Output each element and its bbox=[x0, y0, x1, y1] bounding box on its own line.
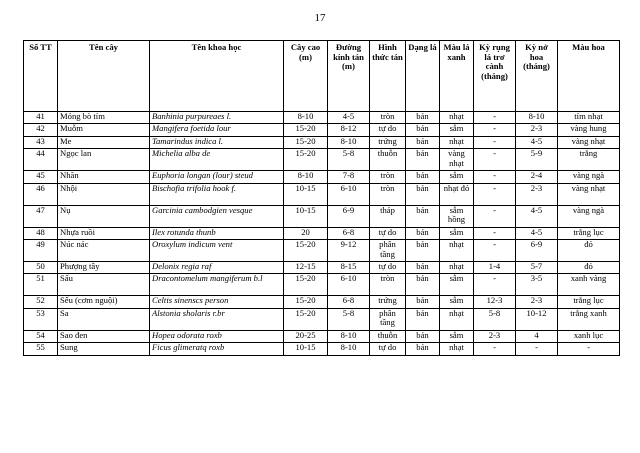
cell-crown-shape: tròn bbox=[370, 183, 406, 205]
cell-scientific-name: Bischofia trifolia hook f. bbox=[150, 183, 284, 205]
cell-scientific-name: Ilex rotunda thunb bbox=[150, 227, 284, 239]
cell-height: 15-20 bbox=[284, 136, 328, 148]
cell-name: Phượng tây bbox=[58, 261, 150, 273]
cell-leaf-type: bản bbox=[406, 171, 440, 183]
cell-leaf-color: sẫm bbox=[440, 227, 474, 239]
cell-scientific-name: Alstonia sholaris r.br bbox=[150, 308, 284, 330]
cell-crown-shape: tháp bbox=[370, 205, 406, 227]
cell-leaf-drop: 12-3 bbox=[474, 296, 516, 308]
cell-leaf-color: sẫm bbox=[440, 124, 474, 136]
cell-leaf-drop: - bbox=[474, 112, 516, 124]
cell-crown-shape: tự do bbox=[370, 124, 406, 136]
cell-leaf-color: nhạt bbox=[440, 112, 474, 124]
cell-height: 12-15 bbox=[284, 261, 328, 273]
cell-crown-diameter: 6-10 bbox=[328, 274, 370, 296]
cell-crown-shape: tròn bbox=[370, 274, 406, 296]
cell-crown-shape: tròn bbox=[370, 171, 406, 183]
cell-name: Sung bbox=[58, 343, 150, 355]
cell-leaf-type: bản bbox=[406, 227, 440, 239]
table-row bbox=[24, 205, 620, 227]
table-row bbox=[24, 171, 620, 183]
cell-crown-diameter: 6-10 bbox=[328, 183, 370, 205]
cell-leaf-drop: - bbox=[474, 239, 516, 261]
cell-crown-diameter: 6-9 bbox=[328, 205, 370, 227]
cell-name: Nụ bbox=[58, 205, 150, 227]
cell-flower-color: vàng nhạt bbox=[558, 136, 620, 148]
cell-leaf-drop: 1-4 bbox=[474, 261, 516, 273]
cell-no: 53 bbox=[24, 308, 58, 330]
header-scientific-name: Tên khoa học bbox=[150, 41, 284, 112]
cell-crown-shape: thuỗn bbox=[370, 149, 406, 171]
cell-leaf-drop: 2-3 bbox=[474, 330, 516, 342]
cell-scientific-name: Hopea odorata roxb bbox=[150, 330, 284, 342]
cell-scientific-name: Celtis sinenscs person bbox=[150, 296, 284, 308]
cell-name: Nhãn bbox=[58, 171, 150, 183]
cell-leaf-drop: 5-8 bbox=[474, 308, 516, 330]
cell-crown-diameter: 8-10 bbox=[328, 343, 370, 355]
table-row bbox=[24, 330, 620, 342]
cell-scientific-name: Tamarindus indica l. bbox=[150, 136, 284, 148]
cell-crown-shape: phân tầng bbox=[370, 239, 406, 261]
cell-crown-shape: trứng bbox=[370, 296, 406, 308]
header-bloom: Kỳ nở hoa (tháng) bbox=[516, 41, 558, 112]
table-row bbox=[24, 112, 620, 124]
header-crown-shape: Hình thức tán bbox=[370, 41, 406, 112]
cell-crown-shape: thuỗn bbox=[370, 330, 406, 342]
cell-scientific-name: Banhinia purpureaes l. bbox=[150, 112, 284, 124]
cell-no: 46 bbox=[24, 183, 58, 205]
cell-no: 41 bbox=[24, 112, 58, 124]
cell-flower-color: trắng xanh bbox=[558, 308, 620, 330]
cell-height: 20-25 bbox=[284, 330, 328, 342]
header-crown-diameter: Đường kính tán (m) bbox=[328, 41, 370, 112]
cell-leaf-color: nhạt bbox=[440, 261, 474, 273]
cell-no: 54 bbox=[24, 330, 58, 342]
cell-flower-color: đỏ bbox=[558, 239, 620, 261]
cell-leaf-type: bản bbox=[406, 343, 440, 355]
cell-leaf-drop: - bbox=[474, 343, 516, 355]
cell-scientific-name: Dracontomelum mangiferum b.l bbox=[150, 274, 284, 296]
cell-flower-color: vàng ngà bbox=[558, 171, 620, 183]
cell-no: 51 bbox=[24, 274, 58, 296]
cell-leaf-color: sẫm hồng bbox=[440, 205, 474, 227]
cell-leaf-type: bản bbox=[406, 330, 440, 342]
cell-height: 20 bbox=[284, 227, 328, 239]
cell-name: Ngọc lan bbox=[58, 149, 150, 171]
cell-name: Nhựa ruồi bbox=[58, 227, 150, 239]
cell-scientific-name: Euphoria longan (lour) steud bbox=[150, 171, 284, 183]
cell-crown-diameter: 5-8 bbox=[328, 308, 370, 330]
cell-height: 15-20 bbox=[284, 308, 328, 330]
header-no: Số TT bbox=[24, 41, 58, 112]
cell-no: 52 bbox=[24, 296, 58, 308]
plant-table-body bbox=[24, 112, 620, 356]
cell-bloom: 2-3 bbox=[516, 296, 558, 308]
cell-leaf-type: bản bbox=[406, 261, 440, 273]
table-row bbox=[24, 343, 620, 355]
cell-scientific-name: Michelia alba de bbox=[150, 149, 284, 171]
cell-bloom: 8-10 bbox=[516, 112, 558, 124]
cell-no: 55 bbox=[24, 343, 58, 355]
cell-leaf-drop: - bbox=[474, 149, 516, 171]
cell-crown-shape: phân tầng bbox=[370, 308, 406, 330]
cell-flower-color: đỏ bbox=[558, 261, 620, 273]
table-row bbox=[24, 261, 620, 273]
cell-leaf-type: bản bbox=[406, 274, 440, 296]
cell-flower-color: vàng ngà bbox=[558, 205, 620, 227]
header-leaf-drop: Kỳ rụng lá trơ cành (tháng) bbox=[474, 41, 516, 112]
cell-flower-color: xanh vàng bbox=[558, 274, 620, 296]
cell-bloom: 2-3 bbox=[516, 124, 558, 136]
cell-leaf-color: sẫm bbox=[440, 274, 474, 296]
cell-bloom: 5-7 bbox=[516, 261, 558, 273]
cell-crown-shape: tự do bbox=[370, 343, 406, 355]
cell-height: 8-10 bbox=[284, 171, 328, 183]
cell-flower-color: tím nhạt bbox=[558, 112, 620, 124]
cell-leaf-type: bản bbox=[406, 183, 440, 205]
cell-crown-diameter: 5-8 bbox=[328, 149, 370, 171]
cell-height: 10-15 bbox=[284, 343, 328, 355]
cell-height: 15-20 bbox=[284, 274, 328, 296]
cell-height: 10-15 bbox=[284, 205, 328, 227]
cell-leaf-type: bản bbox=[406, 308, 440, 330]
cell-height: 10-15 bbox=[284, 183, 328, 205]
cell-name: Sấu bbox=[58, 274, 150, 296]
plant-table bbox=[23, 40, 620, 356]
cell-scientific-name: Delonix regia raf bbox=[150, 261, 284, 273]
cell-crown-diameter: 9-12 bbox=[328, 239, 370, 261]
table-row bbox=[24, 136, 620, 148]
cell-crown-diameter: 4-5 bbox=[328, 112, 370, 124]
cell-leaf-color: nhạt bbox=[440, 343, 474, 355]
table-header-row bbox=[24, 41, 620, 112]
cell-crown-shape: trứng bbox=[370, 136, 406, 148]
table-row bbox=[24, 227, 620, 239]
cell-flower-color: - bbox=[558, 343, 620, 355]
cell-flower-color: xanh lục bbox=[558, 330, 620, 342]
table-row bbox=[24, 124, 620, 136]
cell-leaf-color: sẫm bbox=[440, 296, 474, 308]
cell-name: Sao đen bbox=[58, 330, 150, 342]
cell-no: 49 bbox=[24, 239, 58, 261]
header-flower-color: Màu hoa bbox=[558, 41, 620, 112]
cell-height: 8-10 bbox=[284, 112, 328, 124]
cell-crown-diameter: 6-8 bbox=[328, 296, 370, 308]
cell-leaf-type: bản bbox=[406, 112, 440, 124]
cell-scientific-name: Oroxylum indicum vent bbox=[150, 239, 284, 261]
cell-leaf-type: bản bbox=[406, 296, 440, 308]
table-row bbox=[24, 149, 620, 171]
cell-leaf-drop: - bbox=[474, 136, 516, 148]
cell-leaf-color: nhạt bbox=[440, 308, 474, 330]
cell-name: Sếu (cơm nguội) bbox=[58, 296, 150, 308]
cell-bloom: 3-5 bbox=[516, 274, 558, 296]
cell-leaf-drop: - bbox=[474, 124, 516, 136]
cell-no: 42 bbox=[24, 124, 58, 136]
cell-bloom: 4 bbox=[516, 330, 558, 342]
cell-bloom: - bbox=[516, 343, 558, 355]
cell-leaf-color: nhạt bbox=[440, 136, 474, 148]
cell-name: Me bbox=[58, 136, 150, 148]
cell-no: 45 bbox=[24, 171, 58, 183]
cell-crown-diameter: 7-8 bbox=[328, 171, 370, 183]
table-row bbox=[24, 183, 620, 205]
cell-name: Nhội bbox=[58, 183, 150, 205]
cell-bloom: 4-5 bbox=[516, 136, 558, 148]
cell-bloom: 2-4 bbox=[516, 171, 558, 183]
table-row bbox=[24, 239, 620, 261]
cell-height: 15-20 bbox=[284, 239, 328, 261]
cell-no: 48 bbox=[24, 227, 58, 239]
cell-height: 15-20 bbox=[284, 124, 328, 136]
cell-no: 43 bbox=[24, 136, 58, 148]
cell-bloom: 10-12 bbox=[516, 308, 558, 330]
cell-leaf-color: nhạt đỏ bbox=[440, 183, 474, 205]
cell-leaf-type: bản bbox=[406, 239, 440, 261]
cell-crown-shape: tự do bbox=[370, 261, 406, 273]
cell-bloom: 6-9 bbox=[516, 239, 558, 261]
cell-crown-diameter: 6-8 bbox=[328, 227, 370, 239]
cell-flower-color: vàng hung bbox=[558, 124, 620, 136]
cell-height: 15-20 bbox=[284, 296, 328, 308]
cell-no: 47 bbox=[24, 205, 58, 227]
cell-bloom: 5-9 bbox=[516, 149, 558, 171]
cell-height: 15-20 bbox=[284, 149, 328, 171]
cell-name: Sa bbox=[58, 308, 150, 330]
cell-name: Núc nác bbox=[58, 239, 150, 261]
cell-leaf-color: nhạt bbox=[440, 239, 474, 261]
cell-leaf-type: bản bbox=[406, 149, 440, 171]
page-number: 17 bbox=[314, 12, 326, 24]
header-leaf-color: Màu lá xanh bbox=[440, 41, 474, 112]
cell-name: Muỗm bbox=[58, 124, 150, 136]
cell-flower-color: trắng bbox=[558, 149, 620, 171]
cell-leaf-color: sẫm bbox=[440, 171, 474, 183]
cell-leaf-type: bản bbox=[406, 124, 440, 136]
cell-crown-diameter: 8-15 bbox=[328, 261, 370, 273]
table-row bbox=[24, 308, 620, 330]
cell-leaf-color: sẫm bbox=[440, 330, 474, 342]
table-row bbox=[24, 296, 620, 308]
cell-scientific-name: Mangifera foetida lour bbox=[150, 124, 284, 136]
cell-leaf-type: bản bbox=[406, 136, 440, 148]
cell-leaf-drop: - bbox=[474, 205, 516, 227]
header-name: Tên cây bbox=[58, 41, 150, 112]
cell-no: 44 bbox=[24, 149, 58, 171]
cell-crown-shape: tròn bbox=[370, 112, 406, 124]
cell-crown-shape: tự do bbox=[370, 227, 406, 239]
cell-flower-color: trắng lục bbox=[558, 227, 620, 239]
cell-crown-diameter: 8-10 bbox=[328, 136, 370, 148]
header-leaf-type: Dạng lá bbox=[406, 41, 440, 112]
cell-crown-diameter: 8-12 bbox=[328, 124, 370, 136]
table-row bbox=[24, 274, 620, 296]
cell-leaf-type: bản bbox=[406, 205, 440, 227]
cell-name: Móng bò tím bbox=[58, 112, 150, 124]
cell-scientific-name: Garcinia cambodgien vesque bbox=[150, 205, 284, 227]
cell-flower-color: trắng lục bbox=[558, 296, 620, 308]
cell-leaf-drop: - bbox=[474, 227, 516, 239]
cell-leaf-drop: - bbox=[474, 274, 516, 296]
cell-leaf-color: vàng nhạt bbox=[440, 149, 474, 171]
cell-scientific-name: Ficus glimeratq roxb bbox=[150, 343, 284, 355]
cell-leaf-drop: - bbox=[474, 183, 516, 205]
header-height: Cây cao (m) bbox=[284, 41, 328, 112]
cell-no: 50 bbox=[24, 261, 58, 273]
cell-bloom: 2-3 bbox=[516, 183, 558, 205]
cell-leaf-drop: - bbox=[474, 171, 516, 183]
cell-bloom: 4-5 bbox=[516, 227, 558, 239]
cell-flower-color: vàng nhạt bbox=[558, 183, 620, 205]
cell-bloom: 4-5 bbox=[516, 205, 558, 227]
cell-crown-diameter: 8-10 bbox=[328, 330, 370, 342]
